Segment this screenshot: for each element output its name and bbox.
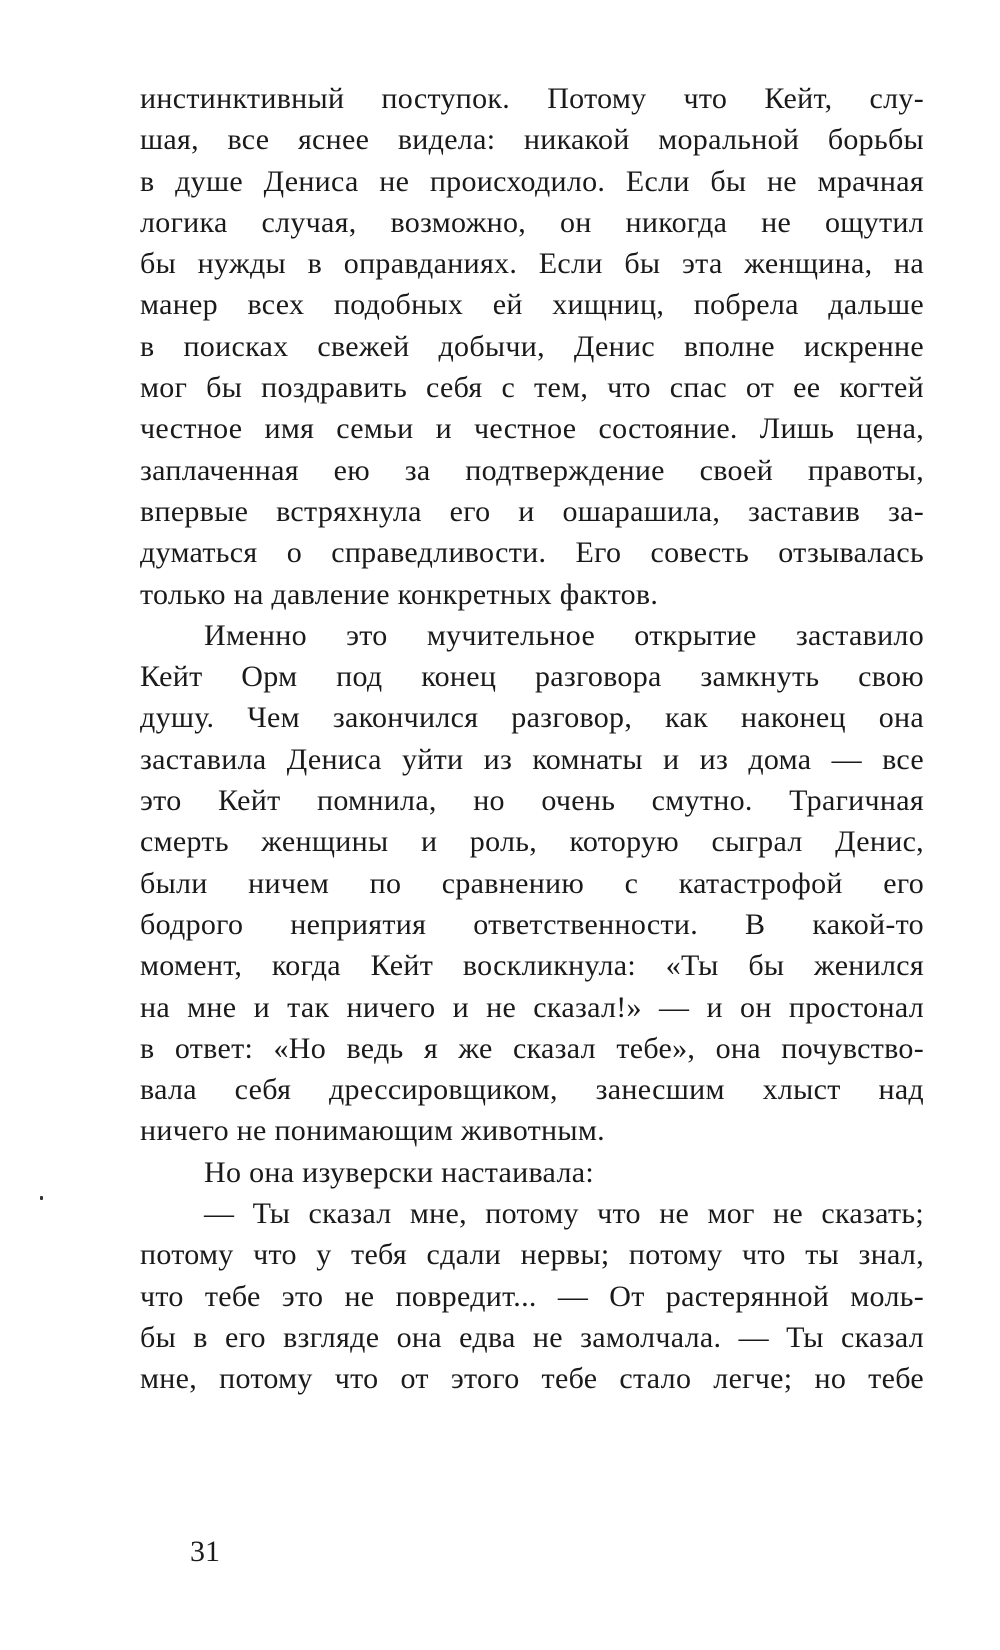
text-line: заставила Дениса уйти из комнаты и из дома — все [140, 742, 924, 776]
text-line: что тебе это не повредит... — От растерянной моль- [140, 1279, 924, 1313]
text-line: шая, все яснее видела: никакой моральной борьбы [140, 123, 924, 157]
text-line: инстинктивный поступок. Потому что Кейт, слу- [140, 82, 924, 115]
text-line: это Кейт помнила, но очень смутно. Трагичная [140, 784, 924, 818]
text-line: душу. Чем закончился разговор, как наконец она [140, 701, 924, 735]
text-line: манер всех подобных ей хищниц, побрела дальше [140, 288, 924, 322]
stray-ink-mark [40, 1196, 43, 1200]
text-line: бы нужды в оправданиях. Если бы эта женщина, на [140, 247, 924, 281]
text-line: Но она изуверски настаивала: [204, 1155, 594, 1189]
text-line: заплаченная ею за подтверждение своей правоты, [140, 453, 924, 487]
text-line: Именно это мучительное открытие заставило [204, 618, 924, 652]
text-line: честное имя семьи и честное состояние. Лишь цена, [140, 412, 924, 446]
text-line: в поисках свежей добычи, Денис вполне искренне [140, 329, 924, 363]
text-line: впервые встряхнула его и ошарашила, заставив за- [140, 494, 924, 528]
text-line: бы в его взгляде она едва не замолчала. — Ты сказал [140, 1320, 924, 1354]
text-line: в душе Дениса не происходило. Если бы не мрачная [140, 164, 924, 198]
text-line: думаться о справедливости. Его совесть отзывалась [140, 536, 924, 570]
text-line: — Ты сказал мне, потому что не мог не сказать; [204, 1197, 924, 1231]
text-line: мне, потому что от этого тебе стало легче; но тебе [140, 1362, 924, 1396]
text-line: момент, когда Кейт воскликнула: «Ты бы женился [140, 949, 924, 983]
text-line: логика случая, возможно, он никогда не ощутил [140, 205, 924, 239]
text-line: вала себя дрессировщиком, занесшим хлыст над [140, 1073, 924, 1107]
text-line: потому что у тебя сдали нервы; потому что ты знал, [140, 1238, 924, 1272]
text-line: только на давление конкретных фактов. [140, 577, 659, 611]
text-line: были ничем по сравнению с катастрофой его [140, 866, 924, 900]
page-number: 31 [190, 1535, 220, 1568]
text-line: ничего не понимающим животным. [140, 1114, 605, 1148]
text-line: мог бы поздравить себя с тем, что спас от ее когтей [140, 371, 924, 405]
text-line: на мне и так ничего и не сказал!» — и он простонал [140, 990, 924, 1024]
text-line: в ответ: «Но ведь я же сказал тебе», она почувство- [140, 1031, 924, 1065]
text-line: бодрого неприятия ответственности. В какой-то [140, 907, 924, 941]
text-line: Кейт Орм под конец разговора замкнуть свою [140, 660, 924, 694]
body-text [140, 78, 924, 1400]
text-line: смерть женщины и роль, которую сыграл Денис, [140, 825, 924, 859]
